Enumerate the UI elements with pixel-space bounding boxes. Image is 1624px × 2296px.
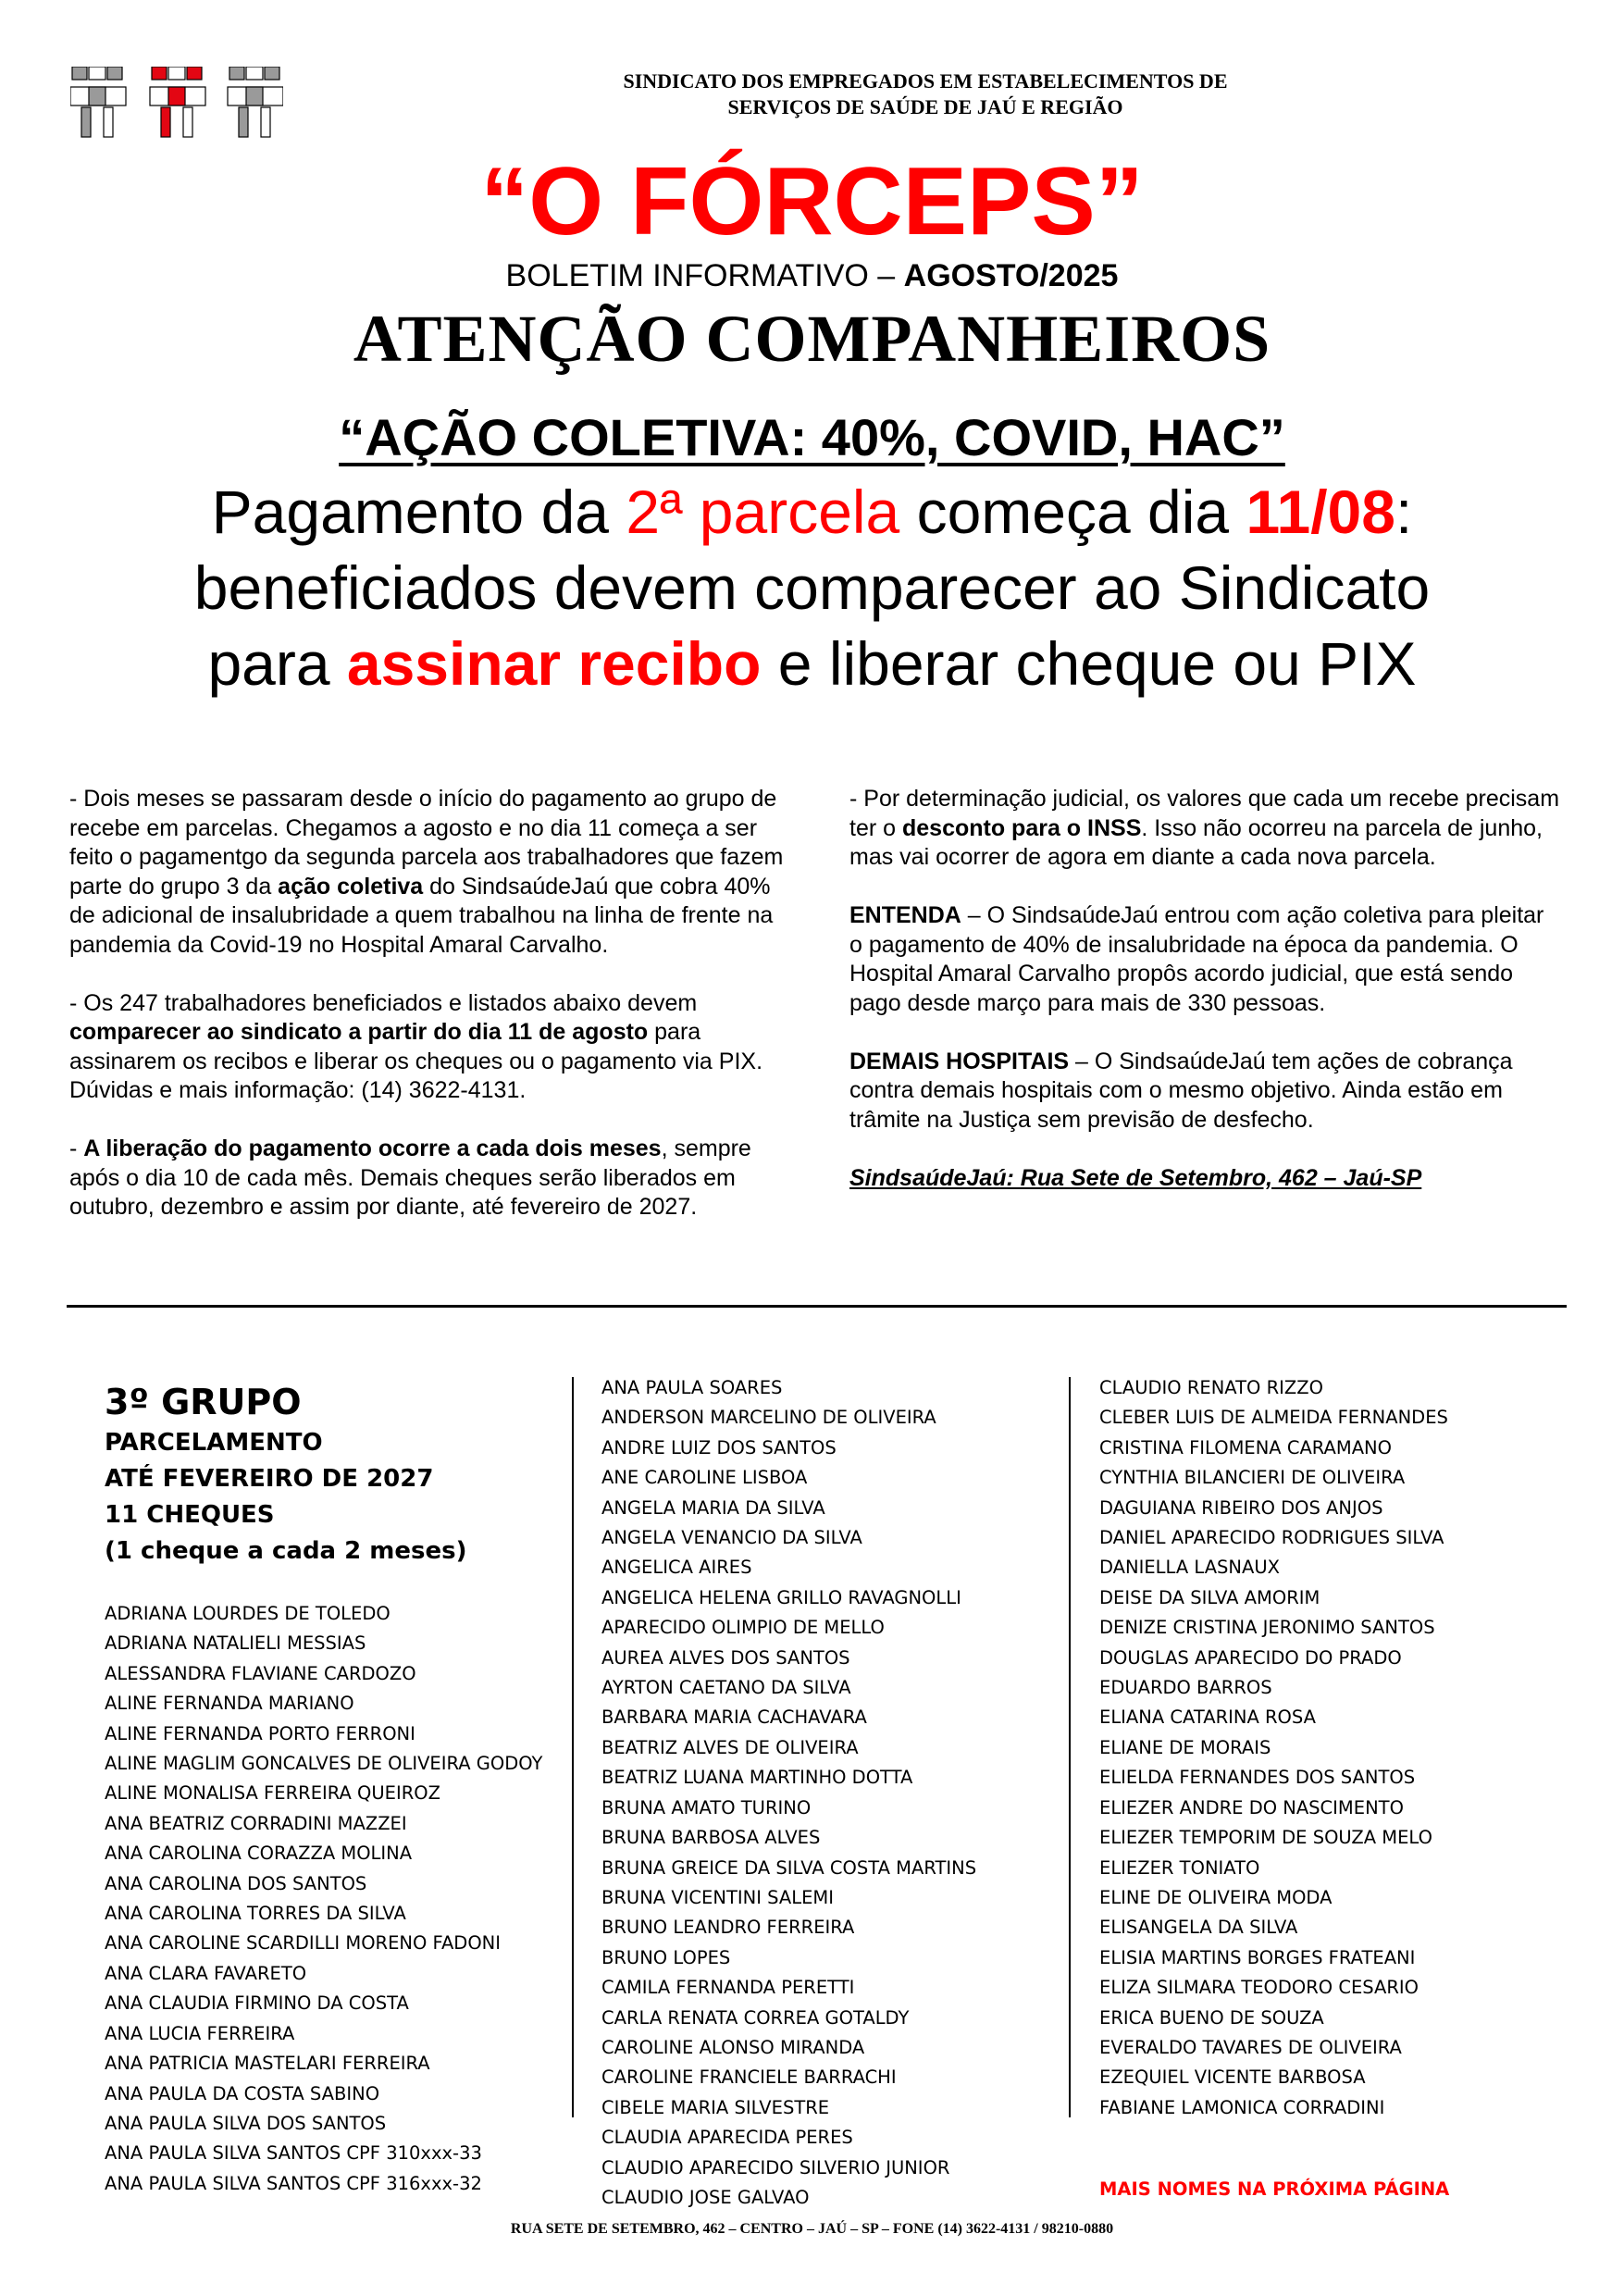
headline-text: começa dia bbox=[899, 478, 1246, 546]
headline-text: e liberar cheque ou PIX bbox=[761, 629, 1417, 698]
article-left-column bbox=[69, 785, 800, 1251]
list-item: CYNTHIA BILANCIERI DE OLIVEIRA bbox=[1099, 1467, 1406, 1489]
list-item: CAROLINE ALONSO MIRANDA bbox=[601, 2036, 865, 2058]
list-item: CLAUDIA APARECIDA PERES bbox=[601, 2127, 853, 2149]
paragraph bbox=[849, 901, 1562, 1018]
newsletter-title: “O FÓRCEPS” bbox=[480, 148, 1144, 255]
list-item: ELIEZER TEMPORIM DE SOUZA MELO bbox=[1099, 1827, 1432, 1849]
paragraph-text: - bbox=[69, 1136, 84, 1161]
paragraph-text: - Dois meses se passaram desde o início do pagamento ao grupo de recebe em parcelas. Chegamos a agosto e no dia 11 começa a ser feito o pagamentgo da segunda parcela aos trabalhadores que fazem parte do grupo 3 da bbox=[69, 786, 784, 900]
list-item: ELISANGELA DA SILVA bbox=[1099, 1917, 1298, 1939]
paragraph-text: - Os 247 trabalhadores beneficiados e listados abaixo devem bbox=[69, 989, 698, 1016]
list-item: EZEQUIEL VICENTE BARBOSA bbox=[1099, 2066, 1366, 2089]
list-item: ANGELICA AIRES bbox=[601, 1557, 752, 1579]
list-item: DOUGLAS APARECIDO DO PRADO bbox=[1099, 1646, 1402, 1669]
list-item: ELIEZER ANDRE DO NASCIMENTO bbox=[1099, 1796, 1404, 1818]
paragraph-emphasis: comparecer ao sindicato a partir do dia 11 de agosto bbox=[69, 1019, 649, 1045]
footer-address: RUA SETE DE SETEMBRO, 462 – CENTRO – JAÚ – SP – FONE (14) 3622-4131 / 98210-0880 bbox=[510, 2221, 1114, 2237]
union-address: SindsaúdeJaú: Rua Sete de Setembro, 462 – Jaú-SP bbox=[849, 1164, 1422, 1191]
paragraph bbox=[69, 989, 800, 1106]
address-line bbox=[849, 1164, 1562, 1194]
bulletin-date: AGOSTO/2025 bbox=[903, 258, 1119, 293]
list-item: BRUNA BARBOSA ALVES bbox=[601, 1827, 821, 1849]
list-item: ANA CAROLINA TORRES DA SILVA bbox=[105, 1903, 406, 1925]
list-item: DEISE DA SILVA AMORIM bbox=[1099, 1586, 1320, 1608]
article-right-column bbox=[849, 785, 1562, 1222]
list-item: ANA BEATRIZ CORRADINI MAZZEI bbox=[105, 1812, 407, 1834]
list-item: CLAUDIO RENATO RIZZO bbox=[1099, 1377, 1323, 1398]
bulletin-line bbox=[0, 257, 1624, 294]
group-subtitle: ATÉ FEVEREIRO DE 2027 bbox=[105, 1465, 434, 1493]
list-item: DENIZE CRISTINA JERONIMO SANTOS bbox=[1099, 1617, 1435, 1639]
headline bbox=[0, 474, 1624, 701]
headline-text: : bbox=[1395, 478, 1413, 546]
paragraph-emphasis: ação coletiva bbox=[278, 873, 424, 900]
names-list-col1 bbox=[105, 1599, 542, 2199]
list-item: ALINE MONALISA FERREIRA QUEIROZ bbox=[105, 1782, 441, 1805]
list-item: ADRIANA NATALIELI MESSIAS bbox=[105, 1632, 366, 1655]
list-item: ALINE FERNANDA PORTO FERRONI bbox=[105, 1722, 415, 1744]
list-item: BRUNO LOPES bbox=[601, 1946, 731, 1968]
list-item: ALINE FERNANDA MARIANO bbox=[105, 1693, 354, 1715]
list-item: ELIANA CATARINA ROSA bbox=[1099, 1706, 1316, 1729]
headline-line3 bbox=[0, 626, 1624, 701]
union-name-line2: SERVIÇOS DE SAÚDE DE JAÚ E REGIÃO bbox=[727, 95, 1123, 118]
paragraph-emphasis: ENTENDA bbox=[849, 902, 961, 928]
headline-text: para bbox=[207, 629, 347, 698]
paragraph-text: – O SindsaúdeJaú tem ações de cobrança contra demais hospitais com o mesmo objetivo. Ainda estão em trâmite na Justiça sem previsão de desfecho. bbox=[849, 1048, 1513, 1133]
list-item: BRUNA AMATO TURINO bbox=[601, 1796, 812, 1818]
attention-heading: ATENÇÃO COMPANHEIROS bbox=[353, 302, 1271, 376]
more-names-note: MAIS NOMES NA PRÓXIMA PÁGINA bbox=[1099, 2178, 1450, 2200]
list-item: ANA PAULA SOARES bbox=[601, 1377, 783, 1398]
headline-line2: beneficiados devem comparecer ao Sindicato bbox=[193, 553, 1431, 622]
list-item: DANIEL APARECIDO RODRIGUES SILVA bbox=[1099, 1527, 1444, 1549]
list-item: AYRTON CAETANO DA SILVA bbox=[601, 1677, 851, 1699]
list-item: ANGELA VENANCIO DA SILVA bbox=[601, 1527, 862, 1549]
list-item: ADRIANA LOURDES DE TOLEDO bbox=[105, 1603, 391, 1624]
section-divider bbox=[67, 1305, 1567, 1308]
group-subtitle: PARCELAMENTO bbox=[105, 1429, 323, 1457]
paragraph-text: do SindsaúdeJaú que cobra 40% de adicional de insalubridade a quem trabalhou na linha de frente na pandemia da Covid-19 no Hospital Amaral Carvalho. bbox=[69, 873, 774, 958]
list-item: BRUNO LEANDRO FERREIRA bbox=[601, 1917, 855, 1939]
headline-line1 bbox=[0, 474, 1624, 550]
list-item: ANA PAULA SILVA SANTOS CPF 310xxx-33 bbox=[105, 2142, 482, 2165]
list-item: ANA CAROLINA CORAZZA MOLINA bbox=[105, 1843, 413, 1865]
list-item: CLAUDIO APARECIDO SILVERIO JUNIOR bbox=[601, 2156, 950, 2178]
list-item: CLAUDIO JOSE GALVAO bbox=[601, 2186, 810, 2208]
list-item: ELINE DE OLIVEIRA MODA bbox=[1099, 1886, 1333, 1908]
list-item: AUREA ALVES DOS SANTOS bbox=[601, 1646, 850, 1669]
list-item: APARECIDO OLIMPIO DE MELLO bbox=[601, 1617, 885, 1639]
paragraph-emphasis: desconto para o INSS bbox=[901, 814, 1142, 841]
names-list-col2 bbox=[601, 1373, 976, 2213]
list-item: FABIANE LAMONICA CORRADINI bbox=[1099, 2096, 1385, 2118]
list-item: ELIANE DE MORAIS bbox=[1099, 1736, 1271, 1758]
list-item: ERICA BUENO DE SOUZA bbox=[1099, 2006, 1324, 2029]
list-item: CRISTINA FILOMENA CARAMANO bbox=[1099, 1436, 1392, 1458]
group-subtitle: (1 cheque a cada 2 meses) bbox=[105, 1537, 467, 1565]
paragraph bbox=[69, 1135, 800, 1222]
names-list-col3 bbox=[1099, 1373, 1448, 2123]
group-heading bbox=[105, 1379, 467, 1570]
column-divider bbox=[1069, 1377, 1071, 2117]
list-item: ANA PAULA SILVA SANTOS CPF 316xxx-32 bbox=[105, 2172, 482, 2194]
list-item: ALINE MAGLIM GONCALVES DE OLIVEIRA GODOY bbox=[105, 1753, 543, 1775]
paragraph-emphasis: DEMAIS HOSPITAIS bbox=[849, 1048, 1070, 1074]
paragraph-text: para assinarem os recibos e liberar os cheques ou o pagamento via PIX. Dúvidas e mais informação: (14) 3622-4131. bbox=[69, 1019, 763, 1103]
list-item: ANA PAULA DA COSTA SABINO bbox=[105, 2082, 380, 2104]
paragraph-text: - Por determinação judicial, os valores que cada um recebe precisam ter o bbox=[849, 786, 1560, 841]
group-title: 3º GRUPO bbox=[105, 1382, 302, 1422]
action-title-text: “AÇÃO COLETIVA: 40%, COVID, HAC” bbox=[339, 408, 1285, 466]
headline-sign-receipt: assinar recibo bbox=[346, 629, 762, 698]
list-item: ANGELA MARIA DA SILVA bbox=[601, 1496, 825, 1519]
list-item: BRUNA GREICE DA SILVA COSTA MARTINS bbox=[601, 1856, 977, 1879]
list-item: ANE CAROLINE LISBOA bbox=[601, 1467, 808, 1489]
list-item: DAGUIANA RIBEIRO DOS ANJOS bbox=[1099, 1496, 1383, 1519]
list-item: ANDERSON MARCELINO DE OLIVEIRA bbox=[601, 1407, 936, 1429]
headline-date: 11/08 bbox=[1246, 478, 1395, 546]
list-item: EVERALDO TAVARES DE OLIVEIRA bbox=[1099, 2036, 1402, 2058]
paragraph-text: . Isso não ocorreu na parcela de junho, mas vai ocorrer de agora em diante a cada nova parcela. bbox=[849, 814, 1543, 870]
column-divider bbox=[572, 1377, 574, 2117]
union-logo bbox=[70, 67, 283, 141]
list-item: ELIELDA FERNANDES DOS SANTOS bbox=[1099, 1767, 1416, 1789]
paragraph bbox=[849, 785, 1562, 873]
paragraph-emphasis: A liberação do pagamento ocorre a cada dois meses bbox=[83, 1136, 662, 1161]
list-item: CLEBER LUIS DE ALMEIDA FERNANDES bbox=[1099, 1407, 1448, 1429]
headline-installment: 2ª parcela bbox=[626, 478, 900, 546]
list-item: CAMILA FERNANDA PERETTI bbox=[601, 1977, 855, 1999]
list-item: ANA LUCIA FERREIRA bbox=[105, 2022, 295, 2044]
bulletin-label: BOLETIM INFORMATIVO – bbox=[505, 258, 904, 293]
list-item: BARBARA MARIA CACHAVARA bbox=[601, 1706, 867, 1729]
paragraph-text: – O SindsaúdeJaú entrou com ação coletiva para pleitar o pagamento de 40% de insalubridade na época da pandemia. O Hospital Amaral Carvalho propôs acordo judicial, que está sendo pago desde março para mais de 330 pessoas. bbox=[849, 902, 1544, 1016]
list-item: CARLA RENATA CORREA GOTALDY bbox=[601, 2006, 910, 2029]
list-item: BEATRIZ ALVES DE OLIVEIRA bbox=[601, 1736, 859, 1758]
union-name bbox=[518, 68, 1333, 120]
headline-text: Pagamento da bbox=[211, 478, 626, 546]
list-item: ANGELICA HELENA GRILLO RAVAGNOLLI bbox=[601, 1586, 961, 1608]
list-item: ANA CLAUDIA FIRMINO DA COSTA bbox=[105, 1992, 409, 2015]
list-item: ANA CAROLINA DOS SANTOS bbox=[105, 1872, 367, 1894]
list-item: EDUARDO BARROS bbox=[1099, 1677, 1272, 1699]
list-item: CAROLINE FRANCIELE BARRACHI bbox=[601, 2066, 897, 2089]
union-name-line1: SINDICATO DOS EMPREGADOS EM ESTABELECIMENTOS DE bbox=[623, 69, 1228, 93]
list-item: DANIELLA LASNAUX bbox=[1099, 1557, 1280, 1579]
list-item: BRUNA VICENTINI SALEMI bbox=[601, 1886, 834, 1908]
paragraph-text: , sempre após o dia 10 de cada mês. Demais cheques serão liberados em outubro, dezembro e assim por diante, até fevereiro de 2027. bbox=[69, 1136, 751, 1220]
list-item: ANA CAROLINE SCARDILLI MORENO FADONI bbox=[105, 1932, 502, 1955]
list-item: ANA PAULA SILVA DOS SANTOS bbox=[105, 2112, 387, 2134]
group-subtitle: 11 CHEQUES bbox=[105, 1501, 275, 1529]
action-title bbox=[0, 407, 1624, 468]
list-item: CIBELE MARIA SILVESTRE bbox=[601, 2096, 830, 2118]
paragraph bbox=[849, 1048, 1562, 1136]
list-item: ANA CLARA FAVARETO bbox=[105, 1962, 307, 1984]
paragraph bbox=[69, 785, 800, 960]
list-item: BEATRIZ LUANA MARTINHO DOTTA bbox=[601, 1767, 913, 1789]
list-item: ELIZA SILMARA TEODORO CESARIO bbox=[1099, 1977, 1419, 1999]
list-item: ELIEZER TONIATO bbox=[1099, 1856, 1260, 1879]
list-item: ANA PATRICIA MASTELARI FERREIRA bbox=[105, 2053, 430, 2075]
list-item: ALESSANDRA FLAVIANE CARDOZO bbox=[105, 1662, 416, 1684]
list-item: ELISIA MARTINS BORGES FRATEANI bbox=[1099, 1946, 1416, 1968]
list-item: ANDRE LUIZ DOS SANTOS bbox=[601, 1436, 837, 1458]
